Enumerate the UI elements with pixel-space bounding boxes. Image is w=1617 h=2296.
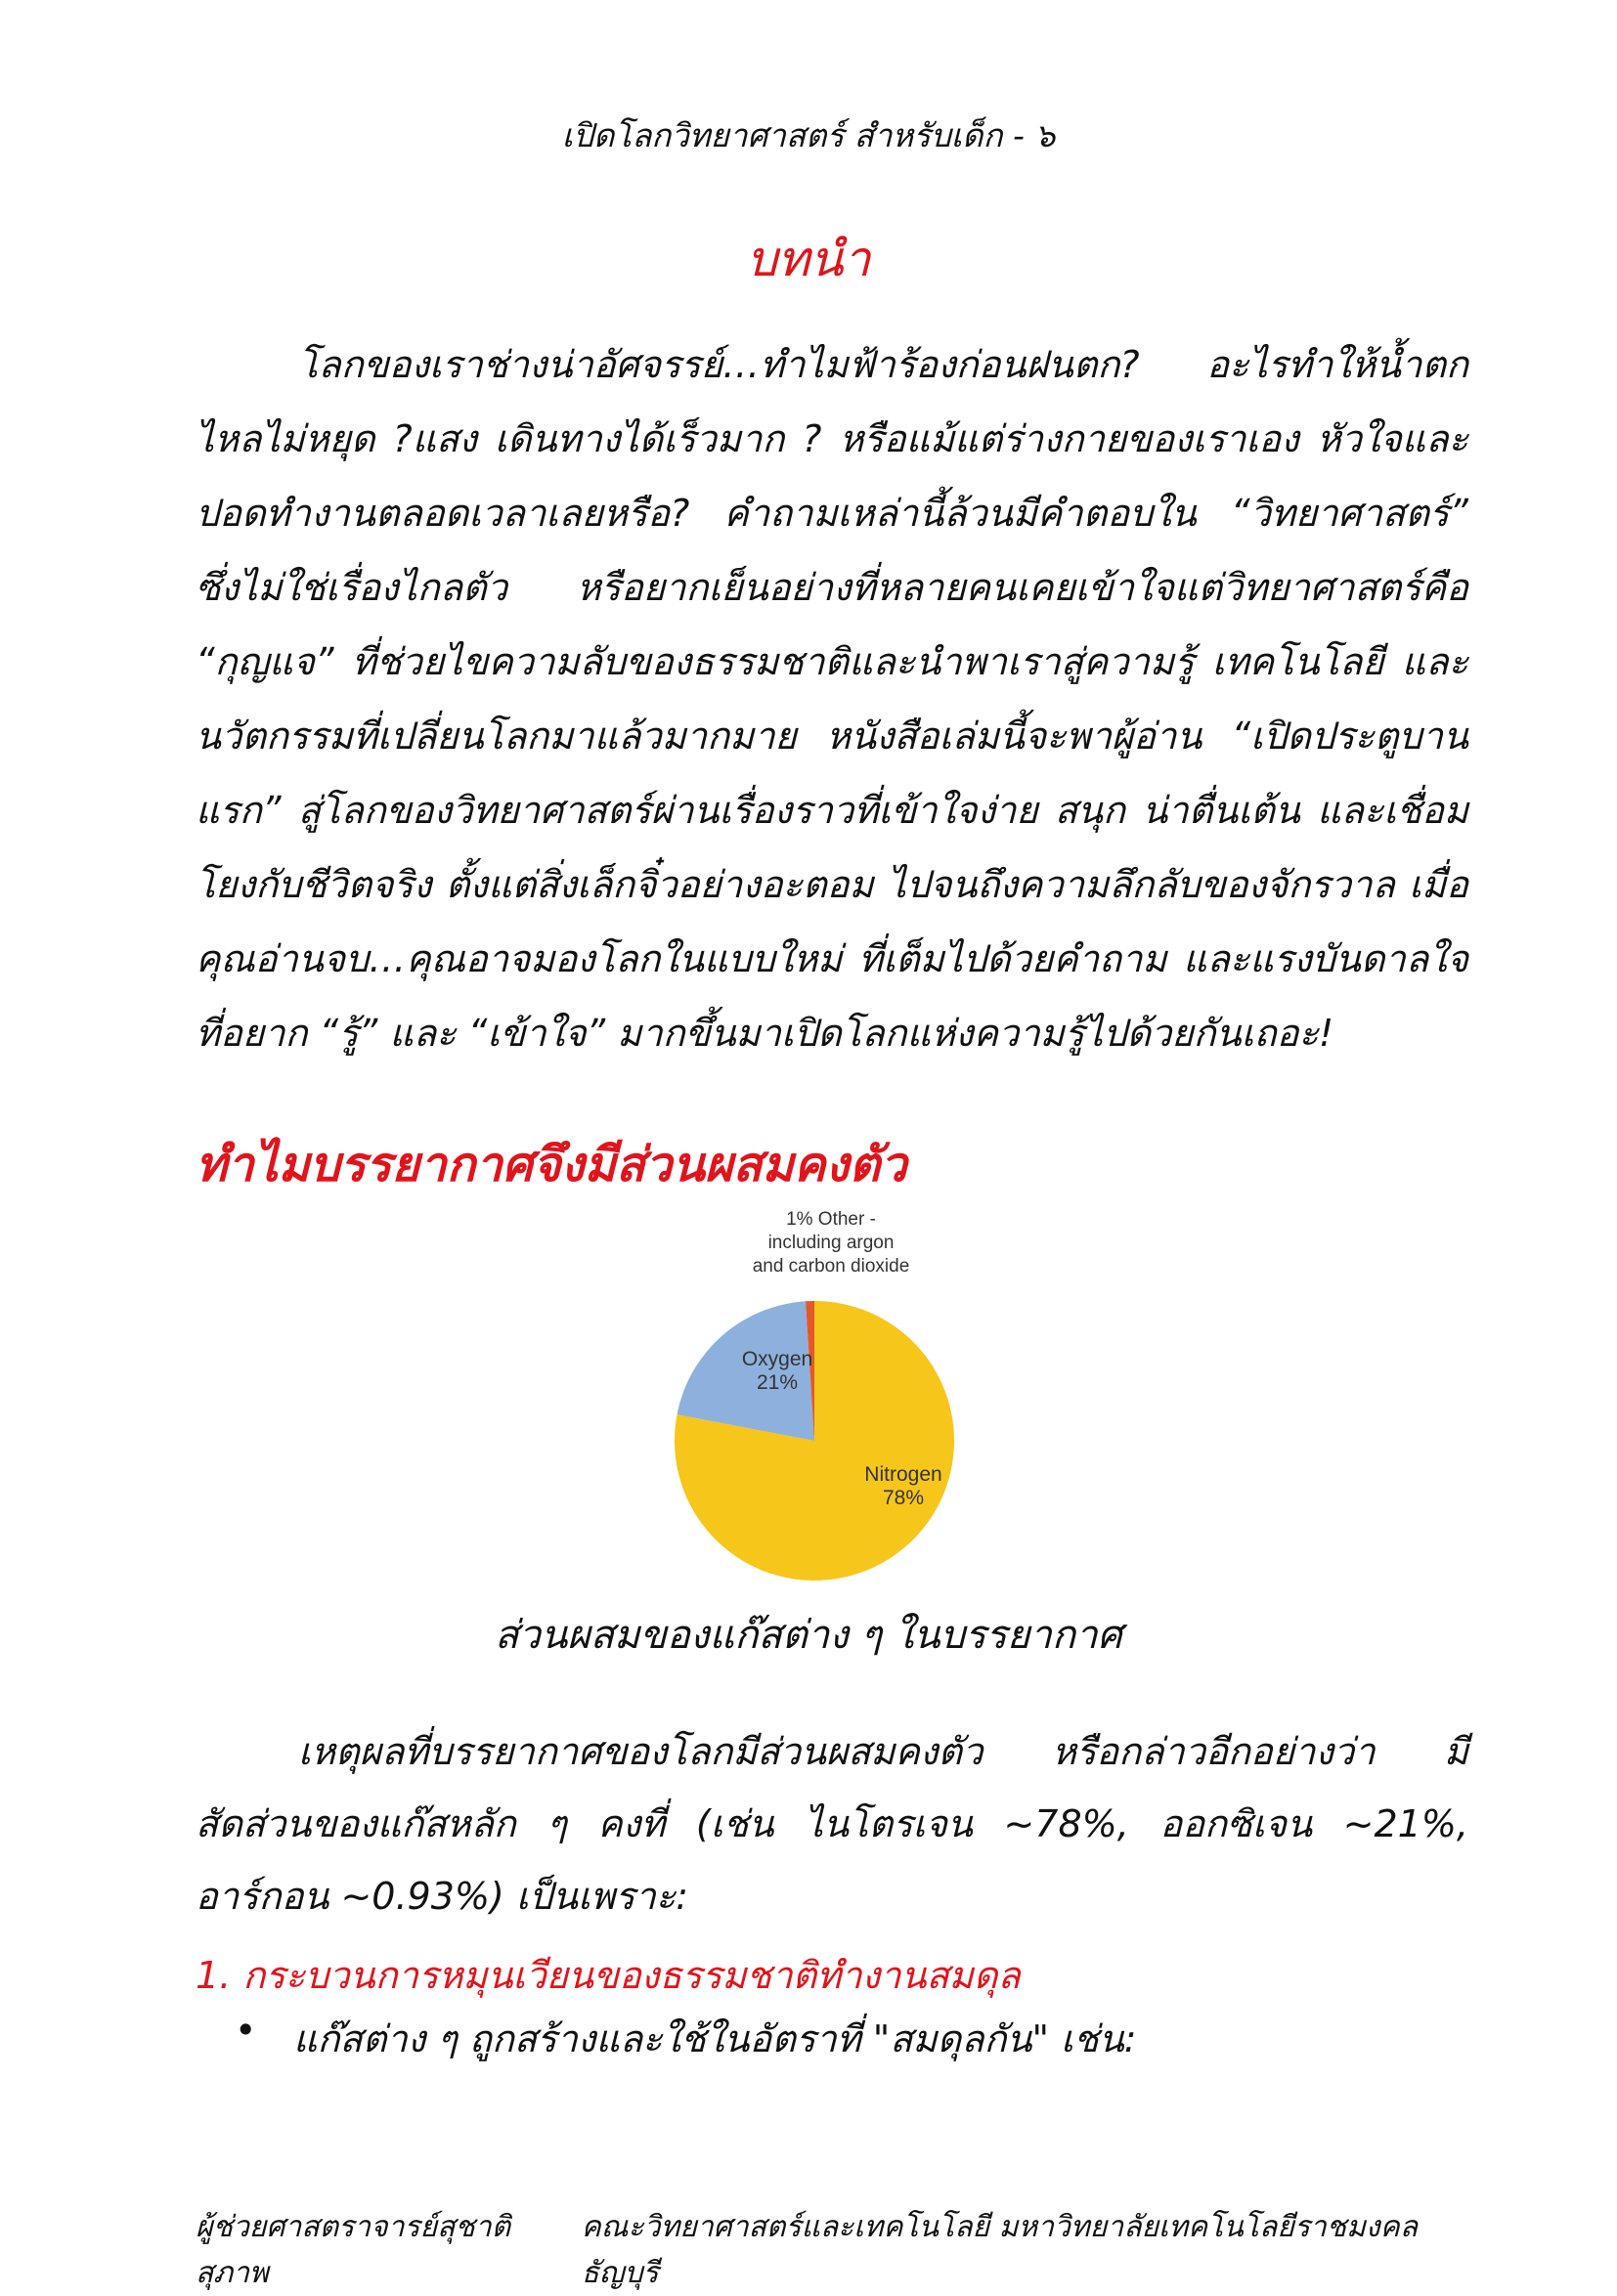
running-title: เปิดโลกวิทยาศาสตร์ สำหรับเด็ก - ๖ [561,116,1056,154]
pie-chart [626,1197,1017,1588]
nitrogen-value-label: 78% [882,1487,925,1509]
other-label-line-3: and carbon dioxide [752,1256,910,1277]
body-section [196,1715,1468,1932]
chapter-title: บทนำ [746,231,871,287]
section-heading: ทำไมบรรยากาศจึงมีส่วนผสมคงตัว [196,1137,907,1192]
page-footer [196,2204,1468,2296]
other-label-line-1: 1% Other - [786,1209,876,1230]
oxygen-label: Oxygen [741,1348,813,1370]
running-header [0,109,1617,161]
intro-paragraph: โลกของเราช่างน่าอัศจรรย์…ทำไมฟ้าร้องก่อนฝนตก? อะไรทำให้น้ำตกไหลไม่หยุด ?แสง เดินทางได้เร็วมาก ? หรือแม้แต่ร่างกายของเราเอง หัวใจและปอดทำงานตลอดเวลาเลยหรือ? คำถามเหล่านี้ล้วนมีคำตอบใน “วิทยาศาสตร์” ซึ่งไม่ใช่เรื่องไกลตัว หรือยากเย็นอย่างที่หลายคนเคยเข้าใจแต่วิทยาศาสตร์คือ “กุญแจ” ที่ช่วยไขความลับของธรรมชาติและนำพาเราสู่ความรู้ เทคโนโลยี และนวัตกรรมที่เปลี่ยนโลกมาแล้วมากมาย หนังสือเล่มนี้จะพาผู้อ่าน “เปิดประตูบานแรก” สู่โลกของวิทยาศาสตร์ผ่านเรื่องราวที่เข้าใจง่าย สนุก น่าตื่นเต้น และเชื่อมโยงกับชีวิตจริง ตั้งแต่สิ่งเล็กจิ๋วอย่างอะตอม ไปจนถึงความลึกลับของจักรวาล เมื่อคุณอ่านจบ…คุณอาจมองโลกในแบบใหม่ ที่เต็มไปด้วยคำถาม และแรงบันดาลใจที่อยาก “รู้” และ “เข้าใจ” มากขึ้นมาเปิดโลกแห่งความรู้ไปด้วยกันเถอะ! [196,343,1468,1055]
intro-section [196,327,1468,1070]
nitrogen-label: Nitrogen [864,1463,942,1486]
other-label-line-2: including argon [767,1233,895,1253]
body-paragraph: เหตุผลที่บรรยากาศของโลกมีส่วนผสมคงตัว หรือกล่าวอีกอย่างว่า มีสัดส่วนของแก๊สหลัก ๆ คงที่ (เช่น ไนโตรเจน ~78%, ออกซิเจน ~21%, อาร์กอน ~0.93%) เป็นเพราะ: [196,1730,1468,1918]
footer-author: ผู้ช่วยศาสตราจารย์สุชาติ สุภาพ [196,2210,511,2290]
pie-slices [675,1301,954,1581]
bullet-text: แก๊สต่าง ๆ ถูกสร้างและใช้ในอัตราที่ "สมดุลกัน" เช่น: [293,2017,1137,2060]
pie-chart-figure [626,1197,1017,1588]
bullet-marker: • [235,2009,257,2052]
bullet-list-item [235,2009,1137,2068]
footer-affiliation: คณะวิทยาศาสตร์และเทคโนโลยี มหาวิทยาลัยเทคโนโลยีราชมงคลธัญบุรี [581,2210,1419,2290]
subheading: 1. กระบวนการหมุนเวียนของธรรมชาติทำงานสมดุล [196,1954,1021,1997]
oxygen-value-label: 21% [756,1371,799,1394]
figure-caption: ส่วนผสมของแก๊สต่าง ๆ ในบรรยากาศ [495,1613,1122,1658]
